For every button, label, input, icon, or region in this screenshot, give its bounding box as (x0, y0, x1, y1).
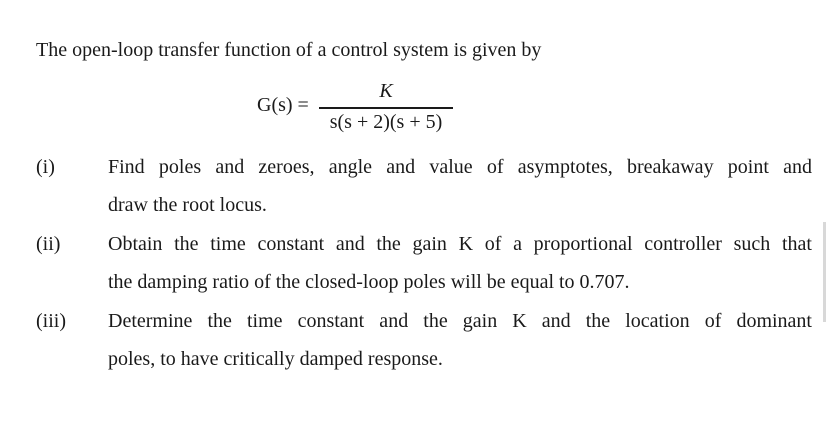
item-number: (iii) (36, 310, 66, 332)
item-number: (ii) (36, 233, 61, 255)
item-line: Find poles and zeroes, angle and value of asymptotes, breakaway point and (108, 156, 812, 178)
fraction-bar (319, 107, 453, 109)
item-text (108, 225, 812, 301)
item-text (108, 302, 812, 378)
equation-lhs: G(s) = (257, 94, 309, 116)
item-line: draw the root locus. (108, 194, 267, 216)
equation-numerator: K (379, 80, 393, 102)
item-number: (i) (36, 156, 55, 178)
item-line: Determine the time constant and the gain K and the location of dominant (108, 310, 812, 332)
item-line: poles, to have critically damped response. (108, 348, 443, 370)
item-line: Obtain the time constant and the gain K of a proportional controller such that (108, 233, 812, 255)
equation-denominator: s(s + 2)(s + 5) (329, 111, 443, 133)
intro-text: The open-loop transfer function of a control system is given by (36, 39, 542, 61)
item-line: the damping ratio of the closed-loop poles will be equal to 0.707. (108, 271, 630, 293)
item-text (108, 148, 812, 224)
